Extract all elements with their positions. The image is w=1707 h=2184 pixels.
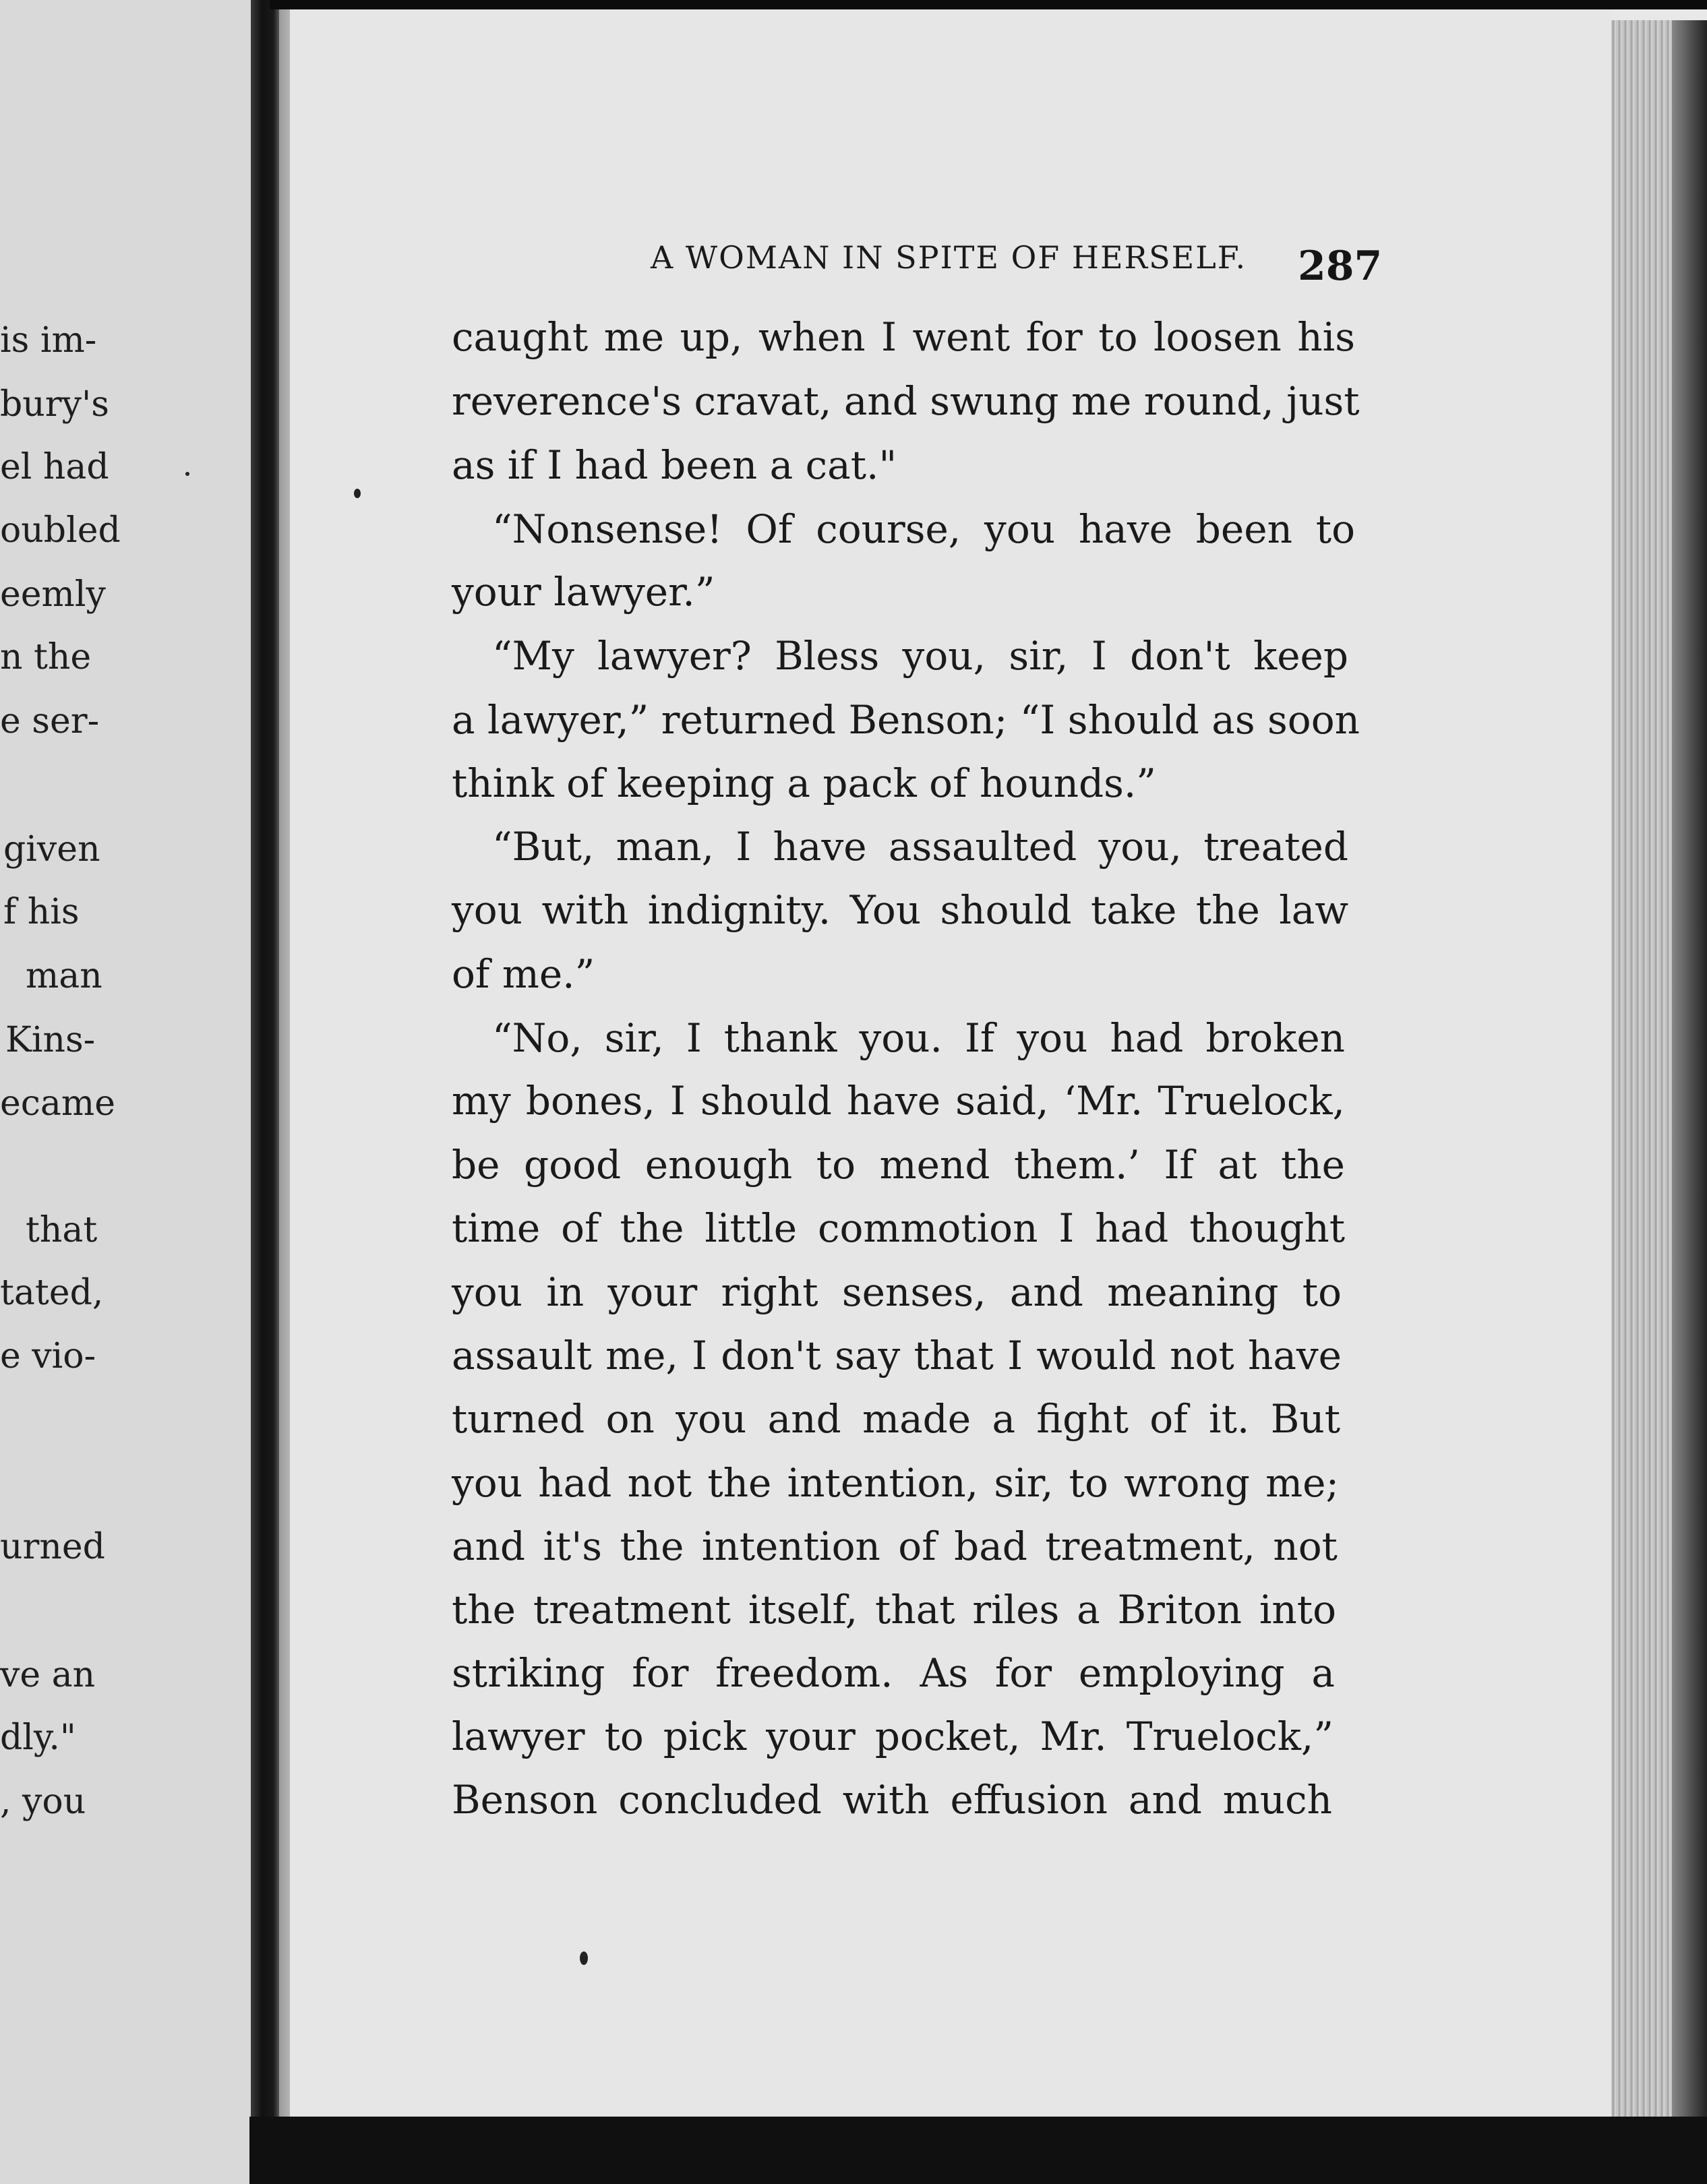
scan-speck (185, 472, 189, 476)
text-line: assault me, I don't say that I would not have (452, 1333, 1342, 1378)
text-line: “Nonsense! Of course, you have been to (492, 506, 1355, 552)
text-line: you with indignity. You should take the law (452, 887, 1348, 933)
left-page-line: ecame (0, 1083, 115, 1124)
left-page-line: tated, (0, 1273, 104, 1313)
left-page-line: bury's (0, 384, 109, 425)
text-line: you had not the intention, sir, to wrong me; (452, 1460, 1339, 1506)
page-edge-shadow (1672, 20, 1707, 2184)
text-line: reverence's cravat, and swung me round, just (452, 378, 1360, 424)
left-facing-page (0, 0, 276, 2184)
bottom-border (249, 2117, 1707, 2184)
left-page-line: urned (0, 1527, 105, 1567)
text-line: you in your right senses, and meaning to (452, 1269, 1342, 1315)
text-line: think of keeping a pack of hounds.” (452, 760, 1156, 806)
text-line: “No, sir, I thank you. If you had broken (492, 1015, 1345, 1061)
text-line: caught me up, when I went for to loosen his (452, 314, 1355, 360)
scan-speck (354, 489, 361, 498)
text-line: my bones, I should have said, ‘Mr. Truelock, (452, 1078, 1345, 1124)
left-page-line: ve an (0, 1655, 96, 1695)
left-page-line: e vio- (0, 1336, 96, 1376)
left-page-line: e ser- (0, 701, 100, 741)
left-page-line: el had (0, 447, 109, 487)
text-line: and it's the intention of bad treatment, not (452, 1523, 1338, 1569)
text-line: lawyer to pick your pocket, Mr. Truelock,” (452, 1713, 1334, 1759)
left-page-line: that (26, 1210, 98, 1250)
text-line: your lawyer.” (452, 569, 715, 615)
running-head: A WOMAN IN SPITE OF HERSELF. (651, 239, 1247, 276)
left-page-line: eemly (0, 574, 106, 615)
left-page-line: f his (3, 892, 80, 932)
text-line: be good enough to mend them.’ If at the (452, 1142, 1345, 1188)
text-line: “But, man, I have assaulted you, treated (492, 824, 1348, 870)
text-line: as if I had been a cat." (452, 442, 897, 488)
text-line: striking for freedom. As for employing a (452, 1650, 1335, 1696)
left-page-line: oubled (0, 510, 121, 551)
scan-speck (580, 1951, 588, 1965)
top-border (270, 0, 1707, 9)
text-line: Benson concluded with effusion and much (452, 1777, 1332, 1823)
text-line: a lawyer,” returned Benson; “I should as soon (452, 697, 1360, 743)
left-page-line: n the (0, 637, 92, 677)
book-gutter (251, 0, 279, 2117)
left-page-line: is im- (0, 320, 97, 361)
text-line: the treatment itself, that riles a Briton into (452, 1587, 1336, 1633)
left-page-line: given (3, 829, 100, 870)
left-page-line: man (26, 956, 102, 996)
text-line: “My lawyer? Bless you, sir, I don't keep (492, 633, 1348, 679)
page-number: 287 (1298, 243, 1383, 290)
text-line: of me.” (452, 951, 595, 997)
text-line: turned on you and made a fight of it. But (452, 1396, 1340, 1442)
left-page-line: dly." (0, 1718, 76, 1758)
left-page-line: , you (0, 1782, 86, 1822)
text-line: time of the little commotion I had thought (452, 1205, 1345, 1251)
left-page-line: Kins- (5, 1020, 96, 1060)
